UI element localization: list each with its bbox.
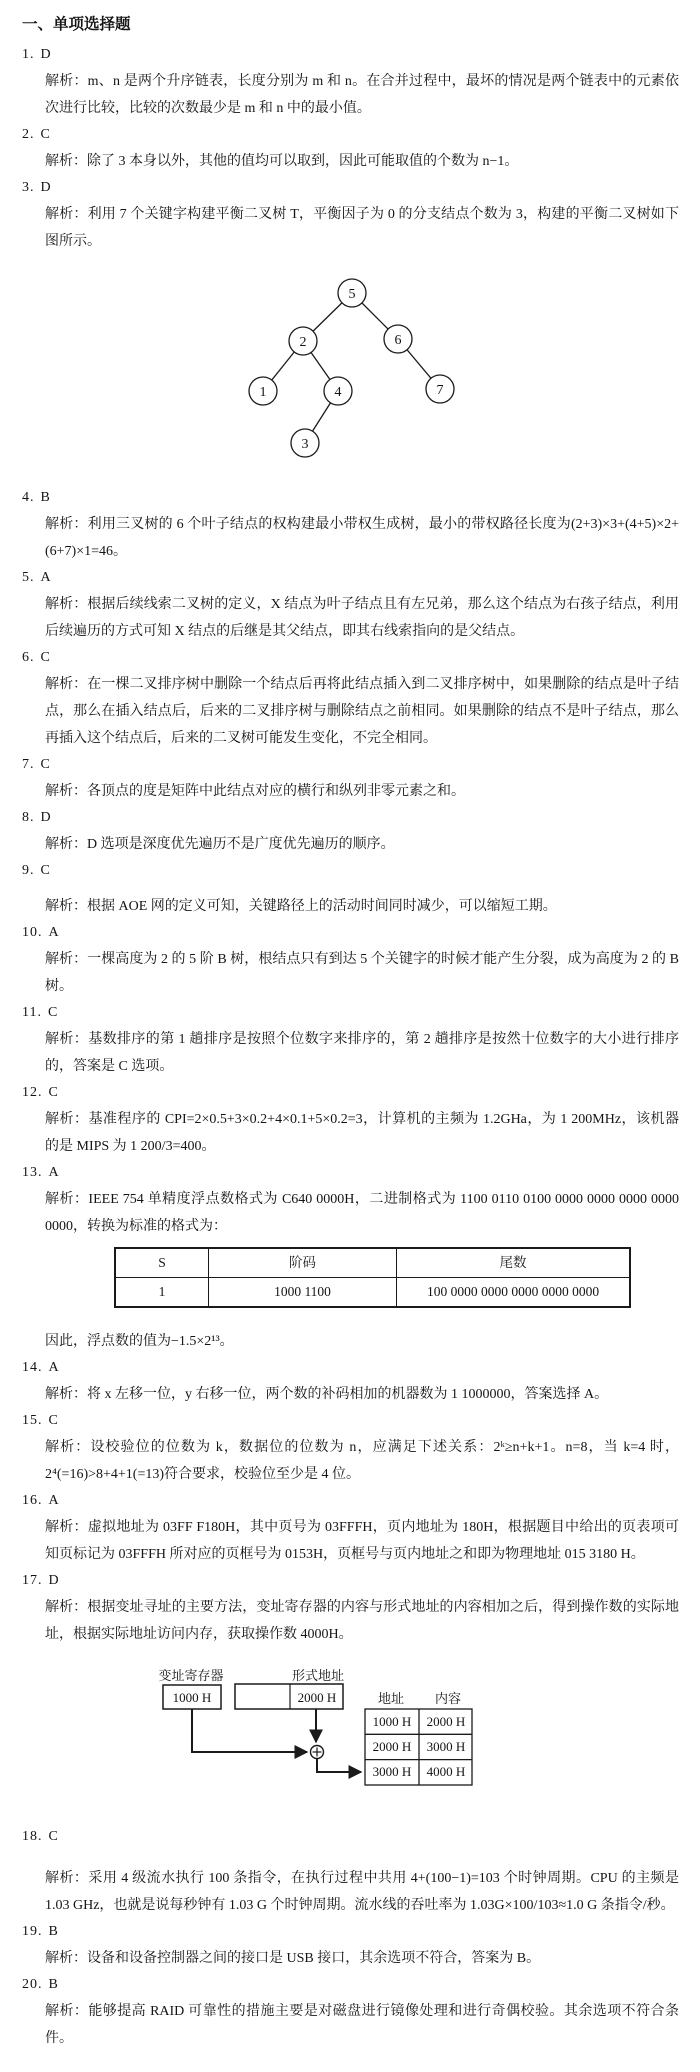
- answer-item-18: [0, 1824, 700, 1919]
- answer-item-7: [0, 752, 700, 805]
- item-analysis: 解析：根据变址寻址的主要方法，变址寄存器的内容与形式地址的内容相加之后，得到操作数的实际地址，根据实际地址访问内存，获取操作数 4000H。: [45, 1600, 679, 1642]
- index-register-label: 变址寄存器: [158, 1668, 224, 1683]
- memory-cell: 2000 H: [426, 1714, 466, 1729]
- tree-node-label: 4: [334, 385, 342, 400]
- cell-exponent: 1000 1100: [209, 1278, 397, 1308]
- item-answer: C: [48, 1829, 58, 1844]
- tree-node-label: 5: [348, 287, 356, 302]
- item-answer: C: [47, 1005, 58, 1020]
- item-number: 15.: [22, 1413, 43, 1428]
- item-number: 10.: [22, 925, 43, 940]
- item-number: 2.: [22, 127, 35, 142]
- item-analysis: 解析：根据 AOE 网的定义可知，关键路径上的活动时间同时减少，可以缩短工期。: [45, 899, 557, 914]
- item-analysis: 解析：设校验位的位数为 k，数据位的位数为 n，应满足下述关系：2ᵏ≥n+k+1。n=8，当 k=4 时，2⁴(=16)>8+4+1(=13)符合要求，校验位至少是 4 位。: [45, 1440, 679, 1482]
- item-number: 4.: [22, 490, 35, 505]
- item-analysis: 解析：利用 7 个关键字构建平衡二叉树 T，平衡因子为 0 的分支结点个数为 3，构建的平衡二叉树如下图所示。: [45, 207, 679, 249]
- item-analysis: 解析：基数排序的第 1 趟排序是按照个位数字来排序的，第 2 趟排序是按然十位数字的大小进行排序的，答案是 C 选项。: [45, 1032, 679, 1074]
- item-analysis: 解析：利用三叉树的 6 个叶子结点的权构建最小带权生成树，最小的带权路径长度为(2+3)×3+(4+5)×2+(6+7)×1=46。: [45, 517, 679, 559]
- item-answer: C: [48, 1413, 58, 1428]
- item-number: 19.: [22, 1924, 43, 1939]
- answer-item-9: [0, 858, 700, 920]
- item-analysis: 解析：D 选项是深度优先遍历不是广度优先遍历的顺序。: [45, 837, 395, 852]
- memory-col-address: 地址: [377, 1691, 405, 1706]
- item-analysis: 解析：IEEE 754 单精度浮点数格式为 C640 0000H，二进制格式为 1100 0110 0100 0000 0000 0000 0000 0000，转换为标准的格式为：: [45, 1192, 679, 1234]
- item-answer: C: [40, 757, 50, 772]
- item-analysis: 解析：根据后续线索二叉树的定义，X 结点为叶子结点且有左兄弟，那么这个结点为右孩子结点，利用后续遍历的方式可知 X 结点的后继是其父结点，即其右线索指向的是父结点。: [45, 597, 679, 639]
- item-answer: C: [48, 1085, 58, 1100]
- col-header-mantissa: 尾数: [397, 1248, 631, 1278]
- memory-cell: 3000 H: [426, 1739, 466, 1754]
- item-number: 11.: [22, 1005, 42, 1020]
- tree-nodes: [249, 279, 454, 457]
- memory-cell: 3000 H: [372, 1764, 412, 1779]
- item-answer: A: [40, 570, 51, 585]
- index-register-value: 1000 H: [172, 1690, 212, 1705]
- float-format-table: [114, 1247, 631, 1308]
- indexed-addressing-figure: [0, 1662, 700, 1802]
- item-number: 8.: [22, 810, 35, 825]
- memory-cell: 4000 H: [426, 1764, 466, 1779]
- item-number: 6.: [22, 650, 35, 665]
- item-number: 18.: [22, 1829, 43, 1844]
- item-number: 7.: [22, 757, 35, 772]
- answer-item-11: [0, 1000, 700, 1080]
- memory-col-content: 内容: [434, 1691, 462, 1706]
- item-number: 13.: [22, 1165, 43, 1180]
- answer-item-8: [0, 805, 700, 858]
- answer-item-15: [0, 1408, 700, 1488]
- tree-node-label: 6: [394, 333, 402, 348]
- memory-cell: 1000 H: [372, 1714, 412, 1729]
- answer-item-20: [0, 1972, 700, 2052]
- item-answer: A: [48, 1165, 59, 1180]
- item-analysis: 解析：将 x 左移一位，y 右移一位，两个数的补码相加的机器数为 1 1000000，答案选择 A。: [45, 1387, 609, 1402]
- item-answer: C: [40, 650, 50, 665]
- answer-item-13: [0, 1160, 700, 1355]
- avl-tree-figure: [0, 261, 700, 461]
- answer-item-2: [0, 122, 700, 175]
- item-answer: C: [40, 863, 50, 878]
- item-analysis: 解析：m、n 是两个升序链表，长度分别为 m 和 n。在合并过程中，最坏的情况是两个链表中的元素依次进行比较，比较的次数最少是 m 和 n 中的最小值。: [45, 74, 679, 116]
- table-row: [115, 1278, 630, 1308]
- item-answer: D: [40, 47, 51, 62]
- item-analysis: 解析：除了 3 本身以外，其他的值均可以取到，因此可能取值的个数为 n−1。: [45, 154, 519, 169]
- dataflow-arrows: [192, 1709, 361, 1772]
- item-analysis: 解析：一棵高度为 2 的 5 阶 B 树，根结点只有到达 5 个关键字的时候才能产生分裂，成为高度为 2 的 B 树。: [45, 952, 679, 994]
- item-analysis: 解析：虚拟地址为 03FF F180H，其中页号为 03FFFH，页内地址为 180H，根据题目中给出的页表项可知页标记为 03FFFH 所对应的页框号为 0153H，页框号与页内地址之和即为物理地址 015 3180 H。: [45, 1520, 679, 1562]
- item-number: 9.: [22, 863, 35, 878]
- item-number: 12.: [22, 1085, 43, 1100]
- answer-item-16: [0, 1488, 700, 1568]
- item-number: 1.: [22, 47, 35, 62]
- item-answer: D: [40, 180, 51, 195]
- adder-icon: [311, 1746, 324, 1759]
- formal-address-label: 形式地址: [291, 1668, 345, 1683]
- answer-item-4: [0, 485, 700, 565]
- answer-item-19: [0, 1919, 700, 1972]
- item-analysis: 解析：各顶点的度是矩阵中此结点对应的横行和纵列非零元素之和。: [45, 784, 465, 799]
- col-header-exponent: 阶码: [209, 1248, 397, 1278]
- item-answer: B: [48, 1924, 58, 1939]
- item-analysis: 解析：设备和设备控制器之间的接口是 USB 接口，其余选项不符合，答案为 B。: [45, 1951, 541, 1966]
- item-number: 17.: [22, 1573, 43, 1588]
- tree-node-label: 7: [436, 383, 444, 398]
- item-answer: A: [48, 1493, 59, 1508]
- item-number: 5.: [22, 570, 35, 585]
- answer-item-6: [0, 645, 700, 752]
- item-analysis: 解析：能够提高 RAID 可靠性的措施主要是对磁盘进行镜像处理和进行奇偶校验。其余选项不符合条件。: [45, 2004, 679, 2046]
- item-analysis: 解析：在一棵二叉排序树中删除一个结点后再将此结点插入到二叉排序树中，如果删除的结点是叶子结点，那么在插入结点后，后来的二叉排序树与删除结点之前相同。如果删除的结点不是叶子结点，那么再插入这个结点后，后来的二叉树可能发生变化，不完全相同。: [45, 677, 679, 746]
- answer-item-17: [0, 1568, 700, 1802]
- col-header-sign: S: [115, 1248, 209, 1278]
- item-number: 14.: [22, 1360, 43, 1375]
- item-answer: B: [48, 1977, 58, 1992]
- cell-mantissa: 100 0000 0000 0000 0000 0000: [397, 1278, 631, 1308]
- tree-node-label: 3: [301, 437, 309, 452]
- formal-address-value: 2000 H: [297, 1690, 337, 1705]
- answer-item-12: [0, 1080, 700, 1160]
- item-answer: C: [40, 127, 50, 142]
- tree-node-label: 2: [299, 335, 307, 350]
- answer-item-10: [0, 920, 700, 1000]
- item-answer: A: [48, 1360, 59, 1375]
- item-answer: B: [40, 490, 50, 505]
- memory-cell: 2000 H: [372, 1739, 412, 1754]
- answer-item-14: [0, 1355, 700, 1408]
- tree-node-label: 1: [259, 385, 267, 400]
- item-answer: D: [40, 810, 51, 825]
- answer-item-1: [0, 42, 700, 122]
- item-conclusion: 因此，浮点数的值为−1.5×2¹³。: [45, 1334, 234, 1349]
- section-title: 一、单项选择题: [22, 16, 131, 33]
- answer-item-3: [0, 175, 700, 461]
- item-analysis: 解析：基准程序的 CPI=2×0.5+3×0.2+4×0.1+5×0.2=3，计算机的主频为 1.2GHa，为 1 200MHz，该机器的是 MIPS 为 1 200/3=400。: [45, 1112, 679, 1154]
- item-number: 20.: [22, 1977, 43, 1992]
- answer-item-5: [0, 565, 700, 645]
- item-answer: A: [48, 925, 59, 940]
- item-answer: D: [48, 1573, 59, 1588]
- item-number: 3.: [22, 180, 35, 195]
- item-number: 16.: [22, 1493, 43, 1508]
- cell-sign: 1: [115, 1278, 209, 1308]
- table-header-row: [115, 1248, 630, 1278]
- item-analysis: 解析：采用 4 级流水执行 100 条指令，在执行过程中共用 4+(100−1)=103 个时钟周期。CPU 的主频是 1.03 GHz，也就是说每秒钟有 1.03 G 个时钟周期。流水线的吞吐率为 1.03G×100/103≈1.0 G 条指令/秒。: [45, 1871, 679, 1913]
